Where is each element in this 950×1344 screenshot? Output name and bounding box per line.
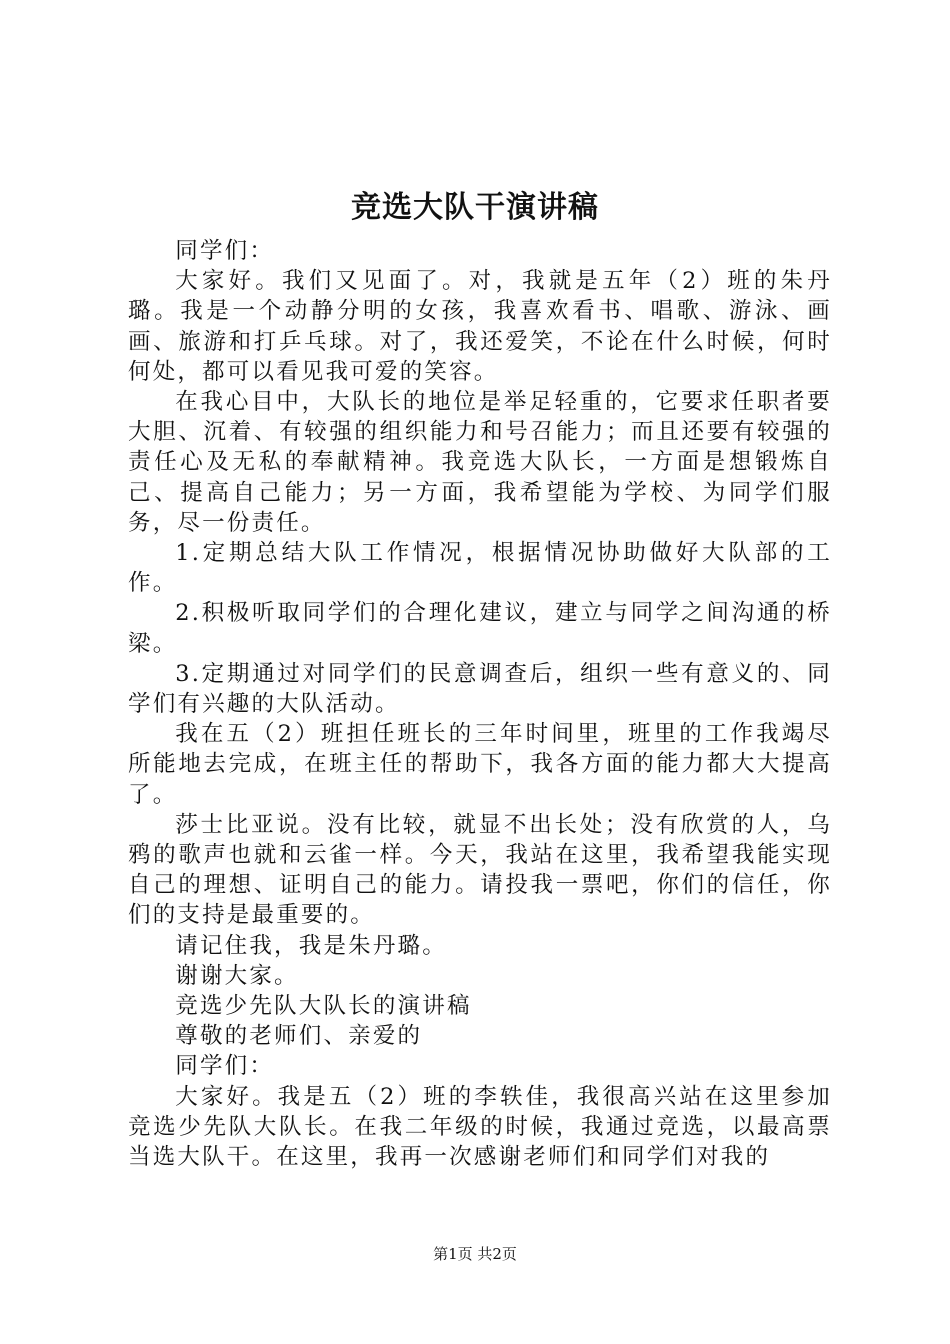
paragraph: 竞选少先队大队长的演讲稿 [175, 993, 472, 1020]
paragraph: 3.定期通过对同学们的民意调查后，组织一些有意义的、同学们有兴趣的大队活动。 [128, 660, 832, 718]
paragraph: 请记住我，我是朱丹璐。 [175, 932, 447, 959]
paragraph: 我在五（2）班担任班长的三年时间里，班里的工作我竭尽所能地去完成，在班主任的帮助下，我各方面的能力都大大提高了。 [128, 721, 832, 808]
paragraph: 尊敬的老师们、亲爱的 [175, 1023, 423, 1050]
paragraph: 1.定期总结大队工作情况，根据情况协助做好大队部的工作。 [128, 540, 832, 597]
page-footer: 第1页 共2页 [433, 1245, 517, 1263]
paragraph: 同学们： [175, 238, 275, 264]
paragraph: 同学们： [175, 1053, 275, 1080]
paragraph: 2.积极听取同学们的合理化建议，建立与同学之间沟通的桥梁。 [128, 600, 832, 657]
paragraph: 谢谢大家。 [175, 962, 299, 989]
document-title: 竞选大队干演讲稿 [351, 190, 599, 225]
paragraph: 莎士比亚说。没有比较，就显不出长处；没有欣赏的人，乌鸦的歌声也就和云雀一样。今天，我站在这里，我希望我能实现自己的理想、证明自己的能力。请投我一票吧，你们的信任，你们的支持是最重要的。 [128, 811, 832, 929]
paragraph: 在我心目中，大队长的地位是举足轻重的，它要求任职者要大胆、沉着、有较强的组织能力和号召能力；而且还要有较强的责任心及无私的奉献精神。我竞选大队长，一方面是想锻炼自己、提高自己能力；另一方面，我希望能为学校、为同学们服务，尽一份责任。 [128, 389, 832, 536]
paragraph: 大家好。我是五（2）班的李轶佳，我很高兴站在这里参加竞选少先队大队长。在我二年级的时候，我通过竞选，以最高票当选大队干。在这里，我再一次感谢老师们和同学们对我的 [128, 1083, 832, 1171]
paragraph: 大家好。我们又见面了。对，我就是五年（2）班的朱丹璐。我是一个动静分明的女孩，我喜欢看书、唱歌、游泳、画画、旅游和打乒乓球。对了，我还爱笑，不论在什么时候，何时何处，都可以看见我可爱的笑容。 [128, 268, 832, 385]
document-body [128, 236, 832, 1172]
